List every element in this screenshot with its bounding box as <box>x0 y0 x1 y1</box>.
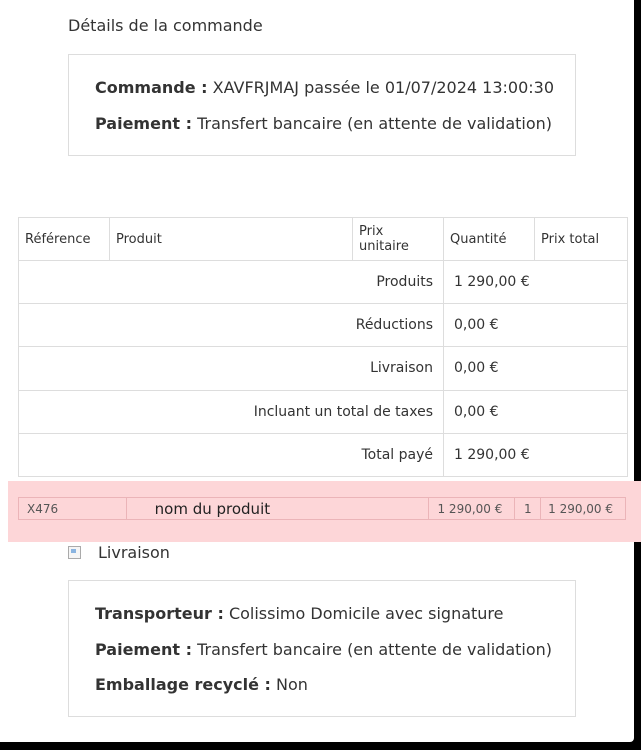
product-total: 1 290,00 € <box>548 501 614 516</box>
packaging-line <box>95 675 308 694</box>
carrier-label: Transporteur : <box>95 604 224 623</box>
summary-value: 1 290,00 € <box>444 433 628 476</box>
order-info-box <box>68 54 576 156</box>
product-row <box>18 497 626 520</box>
carrier-line <box>95 604 504 623</box>
order-text: XAVFRJMAJ passée le 01/07/2024 13:00:30 <box>212 78 555 97</box>
summary-row-taxes <box>19 390 628 433</box>
column-header-total-price: Prix total <box>535 218 628 261</box>
summary-row-products <box>19 261 628 304</box>
summary-value: 0,00 € <box>444 304 628 347</box>
payment-label: Paiement : <box>95 114 192 133</box>
column-header-unit-price: Prix unitaire <box>353 218 444 261</box>
packaging-label: Emballage recyclé : <box>95 675 271 694</box>
column-header-product: Produit <box>110 218 353 261</box>
summary-label: Livraison <box>19 347 444 390</box>
summary-label: Produits <box>19 261 444 304</box>
packaging-text: Non <box>276 675 308 694</box>
product-name: nom du produit <box>127 498 429 519</box>
product-quantity: 1 <box>515 498 541 519</box>
order-label: Commande : <box>95 78 208 97</box>
summary-label: Réductions <box>19 304 444 347</box>
summary-row-discounts <box>19 304 628 347</box>
shipping-info-box <box>68 580 576 717</box>
order-table <box>18 217 628 477</box>
shipping-payment-line <box>95 640 552 659</box>
summary-label: Total payé <box>19 433 444 476</box>
product-reference: X476 <box>19 498 127 519</box>
summary-row-total-paid <box>19 433 628 476</box>
summary-value: 0,00 € <box>444 347 628 390</box>
summary-value: 1 290,00 € <box>444 261 628 304</box>
payment-line <box>95 114 552 133</box>
order-details-heading: Détails de la commande <box>68 16 263 35</box>
broken-image-icon <box>68 546 81 559</box>
carrier-text: Colissimo Domicile avec signature <box>228 604 504 623</box>
column-header-reference: Référence <box>19 218 110 261</box>
shipping-payment-text: Transfert bancaire (en attente de validation) <box>197 640 553 659</box>
product-unit-price: 1 290,00 € <box>429 498 516 519</box>
payment-text: Transfert bancaire (en attente de validation) <box>197 114 553 133</box>
summary-value: 0,00 € <box>444 390 628 433</box>
shipping-payment-label: Paiement : <box>95 640 192 659</box>
summary-label: Incluant un total de taxes <box>19 390 444 433</box>
summary-row-shipping <box>19 347 628 390</box>
table-header-row <box>19 218 628 261</box>
shipping-heading <box>68 543 170 562</box>
shipping-heading-text: Livraison <box>98 543 170 562</box>
column-header-quantity: Quantité <box>444 218 535 261</box>
order-line <box>95 78 554 97</box>
